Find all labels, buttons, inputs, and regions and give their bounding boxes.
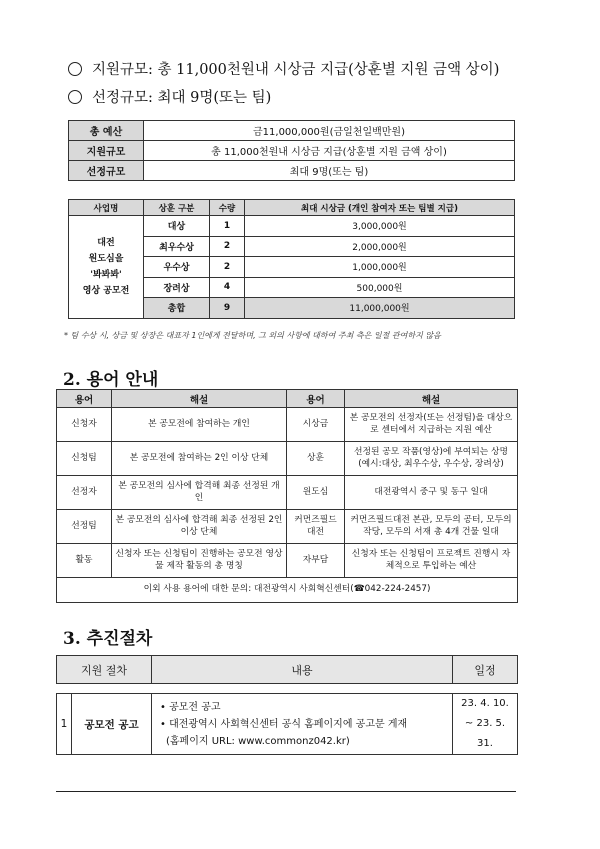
term-desc: 신청자 또는 신청팀이 프로젝트 진행시 자체적으로 투입하는 예산 [345, 544, 518, 578]
table-header-row [69, 200, 515, 216]
table-row [57, 544, 518, 578]
term-desc: 선정된 공모 작품(영상)에 부여되는 상명 (예시:대상, 최우수상, 우수상, 장려상) [345, 442, 518, 476]
term-desc: 신청자 또는 신청팀이 진행하는 공모전 영상물 제작 활동의 총 명칭 [112, 544, 287, 578]
team-award-note: * 팀 수상 시, 상금 및 상장은 대표자 1인에게 전달하며, 그 외의 사항에 대하여 주최 측은 일절 관여하지 않음 [64, 331, 441, 340]
term: 자부담 [287, 544, 345, 578]
term: 원도심 [287, 476, 345, 510]
summary-value: 총 11,000천원내 시상금 지급(상훈별 지원 금액 상이) [144, 141, 515, 161]
table-row [69, 121, 515, 141]
procedure-table [56, 693, 518, 755]
term: 선정자 [57, 476, 112, 510]
table-header-row [57, 656, 518, 684]
circle-bullet-icon [68, 62, 82, 76]
term: 커먼즈필드 대전 [287, 510, 345, 544]
project-name-line: '봐봐봐' [90, 269, 122, 280]
award-count: 4 [210, 277, 245, 298]
term-desc: 본 공모전에 참여하는 2인 이상 단체 [112, 442, 287, 476]
schedule-end: ~ 23. 5. 31. [464, 718, 506, 749]
header-project: 사업명 [69, 200, 144, 216]
circle-bullet-icon [68, 90, 82, 104]
table-row [69, 216, 515, 237]
term: 신청팀 [57, 442, 112, 476]
table-row [69, 141, 515, 161]
header-term: 용어 [57, 390, 112, 408]
header-schedule: 일정 [453, 656, 518, 684]
header-step: 지원 절차 [57, 656, 152, 684]
bottom-divider [56, 791, 516, 792]
procedure-header-table [56, 655, 518, 684]
project-name-line: 영상 공모전 [82, 285, 130, 296]
step-item: • 공모전 공고 [160, 701, 221, 713]
summary-value: 최대 9명(또는 팀) [144, 161, 515, 181]
award-count: 1 [210, 216, 245, 237]
table-row [57, 510, 518, 544]
summary-label: 총 예산 [69, 121, 144, 141]
summary-value: 금11,000,000원(금일천일백만원) [144, 121, 515, 141]
term-desc: 본 공모전의 심사에 합격해 최종 선정된 개인 [112, 476, 287, 510]
summary-label: 선정규모 [69, 161, 144, 181]
award-name: 장려상 [144, 277, 210, 298]
header-term: 용어 [287, 390, 345, 408]
term-desc: 커먼즈필드대전 본관, 모두의 공터, 모두의 작당, 모두의 서재 총 4개 건물 일대 [345, 510, 518, 544]
term-desc: 본 공모전의 선정자(또는 선정팀)을 대상으로 센터에서 지급하는 지원 예산 [345, 408, 518, 442]
section-title-procedure: 3. 추진절차 [63, 629, 153, 649]
term: 상훈 [287, 442, 345, 476]
term: 시상금 [287, 408, 345, 442]
award-amount: 2,000,000원 [245, 236, 515, 257]
terms-table [56, 389, 518, 603]
header-content: 내용 [152, 656, 453, 684]
table-footer-row [57, 578, 518, 603]
award-name: 우수상 [144, 257, 210, 278]
total-count: 9 [210, 298, 245, 319]
term: 활동 [57, 544, 112, 578]
header-desc: 해설 [345, 390, 518, 408]
term: 신청자 [57, 408, 112, 442]
summary-table [68, 120, 515, 181]
award-name: 최우수상 [144, 236, 210, 257]
header-count: 수량 [210, 200, 245, 216]
summary-label: 지원규모 [69, 141, 144, 161]
step-item: (홈페이지 URL: www.commonz042.kr) [166, 735, 350, 747]
budget-scale-text: 지원규모: 총 11,000천원내 시상금 지급(상훈별 지원 금액 상이) [92, 62, 500, 78]
term-desc: 본 공모전에 참여하는 개인 [112, 408, 287, 442]
step-item: • 대전광역시 사회혁신센터 공식 홈페이지에 공고문 게재 [160, 718, 408, 730]
prize-table [68, 199, 515, 319]
step-number: 1 [57, 694, 72, 755]
award-amount: 3,000,000원 [245, 216, 515, 237]
step-name: 공모전 공고 [72, 694, 152, 755]
award-count: 2 [210, 257, 245, 278]
selection-scale-line [68, 86, 271, 107]
award-amount: 500,000원 [245, 277, 515, 298]
term-desc: 본 공모전의 심사에 합격해 최종 선정된 2인 이상 단체 [112, 510, 287, 544]
table-header-row [57, 390, 518, 408]
step-schedule [453, 694, 518, 755]
project-name-line: 대전 [97, 237, 115, 248]
project-name-line: 원도심을 [88, 253, 124, 264]
header-amount: 최대 시상금 (개인 참여자 또는 팀별 지급) [245, 200, 515, 216]
header-award: 상훈 구분 [144, 200, 210, 216]
table-row [57, 408, 518, 442]
terms-inquiry: 이외 사용 용어에 대한 문의: 대전광역시 사회혁신센터(☎042-224-2457) [57, 578, 518, 603]
table-row [57, 476, 518, 510]
total-label: 총합 [144, 298, 210, 319]
award-count: 2 [210, 236, 245, 257]
step-content [152, 694, 453, 755]
selection-scale-text: 선정규모: 최대 9명(또는 팀) [92, 90, 272, 106]
award-amount: 1,000,000원 [245, 257, 515, 278]
total-amount: 11,000,000원 [245, 298, 515, 319]
table-row [69, 161, 515, 181]
project-name-cell [69, 216, 144, 319]
budget-scale-line [68, 58, 499, 79]
term: 선정팀 [57, 510, 112, 544]
schedule-start: 23. 4. 10. [461, 698, 509, 709]
header-desc: 해설 [112, 390, 287, 408]
table-row [57, 694, 518, 755]
table-row [57, 442, 518, 476]
award-name: 대상 [144, 216, 210, 237]
section-title-terms: 2. 용어 안내 [63, 370, 159, 390]
term-desc: 대전광역시 중구 및 동구 일대 [345, 476, 518, 510]
